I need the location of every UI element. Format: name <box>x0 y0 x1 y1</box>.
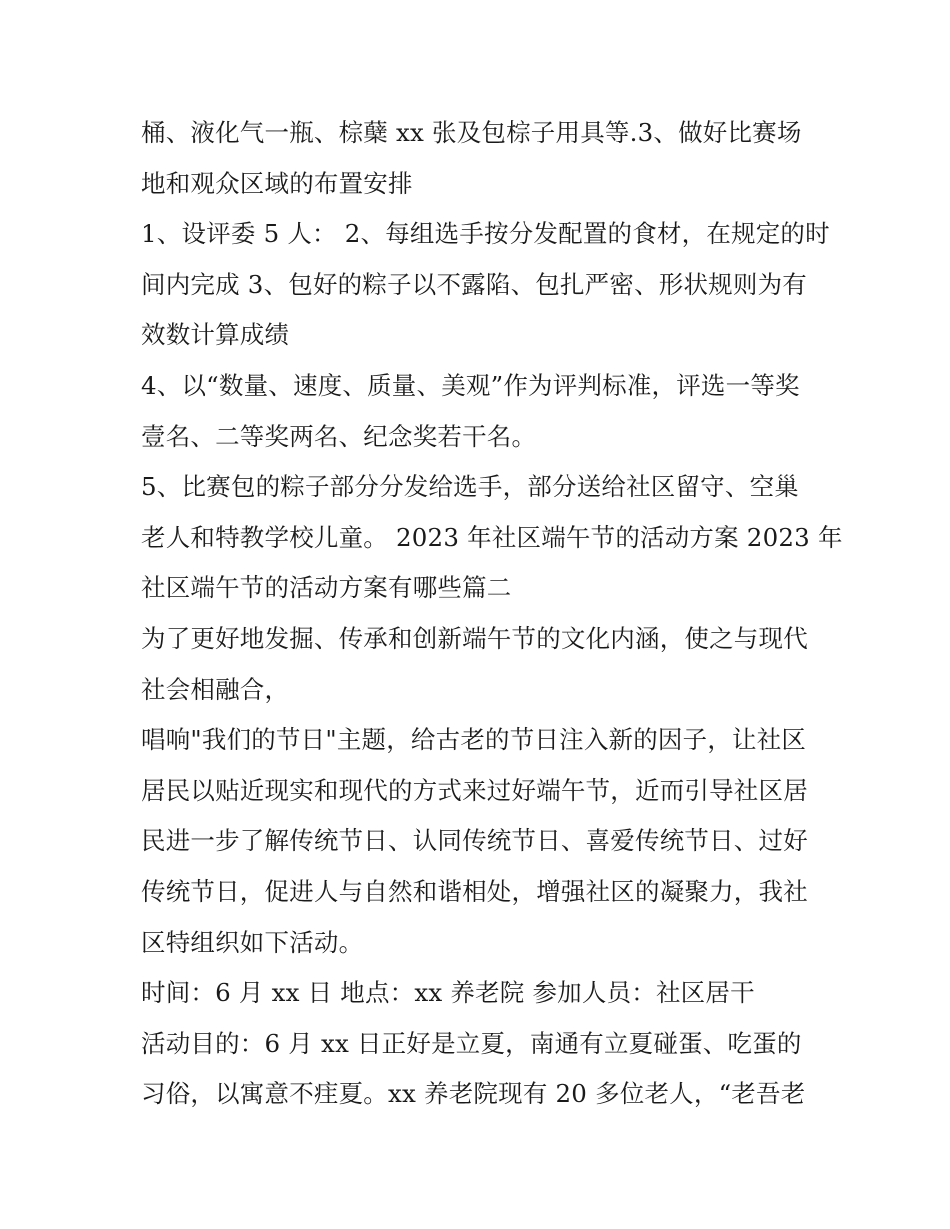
text-line: 5、比赛包的粽子部分分发给选手，部分送给社区留守、空巢 <box>141 472 799 502</box>
text-line: 时间：6 月 xx 日 地点：xx 养老院 参加人员：社区居干 <box>141 978 755 1008</box>
text-line: 唱响"我们的节日"主题，给古老的节日注入新的因子，让社区 <box>141 725 807 755</box>
text-line: 民进一步了解传统节日、认同传统节日、喜爱传统节日、过好 <box>141 826 808 856</box>
text-line: 社会相融合， <box>141 674 290 704</box>
text-line: 桶、液化气一瓶、棕蘖 xx 张及包棕子用具等.3、做好比赛场 <box>141 118 802 147</box>
text-line: 习俗，以寓意不疰夏。xx 养老院现有 20 多位老人，“老吾老 <box>141 1079 806 1109</box>
text-line: 老人和特教学校儿童。 2023 年社区端午节的活动方案 2023 年 <box>141 522 843 552</box>
text-line: 1、设评委 5 人： 2、每组选手按分发配置的食材，在规定的时 <box>141 219 830 249</box>
text-line: 间内完成 3、包好的粽子以不露陷、包扎严密、形状规则为有 <box>141 269 807 299</box>
text-line: 区特组织如下活动。 <box>141 927 364 957</box>
text-line: 居民以贴近现实和现代的方式来过好端午节，近而引导社区居 <box>141 775 808 805</box>
text-line: 效数计算成绩 <box>141 320 290 350</box>
text-line: 为了更好地发掘、传承和创新端午节的文化内涵，使之与现代 <box>141 623 808 653</box>
text-line: 传统节日，促进人与自然和谐相处，增强社区的凝聚力，我社 <box>141 876 808 906</box>
text-line: 社区端午节的活动方案有哪些篇二 <box>141 573 512 603</box>
text-line: 壹名、二等奖两名、纪念奖若干名。 <box>141 421 537 451</box>
text-line: 活动目的：6 月 xx 日正好是立夏，南通有立夏碰蛋、吃蛋的 <box>141 1028 802 1058</box>
document-body <box>141 108 843 1120</box>
text-line: 地和观众区域的布置安排 <box>141 168 413 198</box>
text-line: 4、以“数量、速度、质量、美观”作为评判标准，评选一等奖 <box>141 370 800 400</box>
